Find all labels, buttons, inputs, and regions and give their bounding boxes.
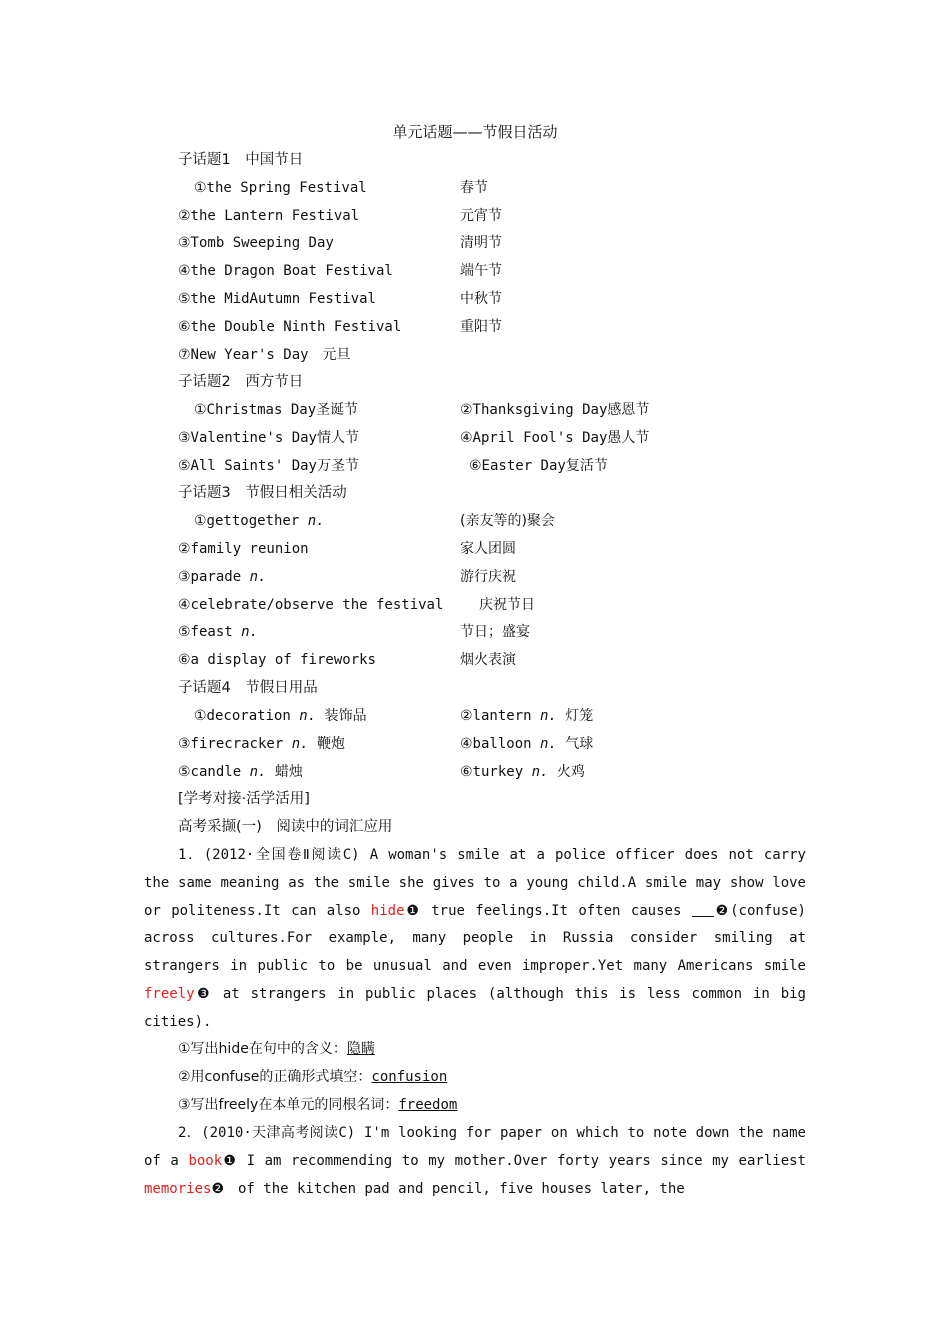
question-answer: 隐瞒: [346, 1041, 375, 1057]
section-heading: [学考对接·活学活用]: [178, 791, 310, 807]
sub4-pos: n.: [299, 708, 317, 724]
sub3-en: ③parade: [178, 569, 242, 585]
sub4-zh: 装饰品: [324, 708, 367, 724]
passage-2: [144, 1120, 806, 1203]
sub3-zh: 家人团圆: [460, 541, 516, 557]
subtopic-1-heading: 子话题1 中国节日: [178, 152, 304, 168]
question-3: [178, 1093, 457, 1117]
question-prompt: ③写出freely在本单元的同根名词：: [178, 1097, 399, 1113]
passage-text: 2．(2010·天津高考阅读C) I'm looking for paper on which to note down the name of a: [144, 1125, 806, 1169]
sub2-right: ⑥Easter Day复活节: [469, 458, 608, 474]
sub4-pos: n.: [540, 736, 557, 752]
question-2: [178, 1065, 447, 1089]
sub3-en: ①gettogether: [194, 513, 300, 529]
sub4-left: [194, 704, 367, 728]
sub3-zh: 游行庆祝: [460, 569, 516, 585]
sub1-item-en: ⑦New Year's Day 元旦: [178, 347, 351, 363]
sub1-item-zh: 重阳节: [460, 319, 502, 335]
sub3-pos: n.: [241, 624, 258, 640]
sub3-en: ⑥a display of fireworks: [178, 652, 376, 668]
subtopic-2-heading: 子话题2 西方节日: [178, 374, 304, 390]
sub2-left: ③Valentine's Day情人节: [178, 430, 359, 446]
answer-blank[interactable]: [692, 902, 714, 917]
sub4-zh: 鞭炮: [317, 736, 346, 752]
sub3-pos: n.: [249, 569, 267, 585]
sub4-right: [460, 704, 593, 728]
sub1-item-en: ⑥the Double Ninth Festival: [178, 319, 402, 335]
sub4-right: [460, 732, 593, 756]
sub1-item-en: ④the Dragon Boat Festival: [178, 263, 393, 279]
marker: ❷: [211, 1180, 224, 1197]
sub4-left: [178, 732, 345, 756]
sub2-right: ④April Fool's Day愚人节: [460, 430, 650, 446]
sub4-left: [178, 760, 303, 784]
sub4-zh: 火鸡: [556, 764, 585, 780]
sub4-pos: n.: [249, 764, 267, 780]
sub1-item-zh: 元宵节: [460, 208, 502, 224]
sub1-item-en: ③Tomb Sweeping Day: [178, 235, 334, 251]
sub3-pos: n.: [307, 513, 325, 529]
passage-text: 1．(2012·全国卷Ⅱ阅读C) A woman's smile at a police officer does not carry the same meaning as the smile she gives to a young child.A smile may show love or politeness.It can also: [144, 847, 806, 919]
sub2-left: ①Christmas Day圣诞节: [194, 402, 359, 418]
highlighted-word: book: [188, 1152, 223, 1169]
marker: ❶: [404, 902, 421, 919]
highlighted-word: hide: [370, 902, 405, 919]
marker: ❷: [713, 902, 731, 919]
sub2-left: ⑤All Saints' Day万圣节: [178, 458, 359, 474]
passage-text: I am recommending to my mother.Over forty years since my earliest: [237, 1152, 806, 1169]
sub4-pos: n.: [540, 708, 557, 724]
sub3-item: [194, 509, 325, 533]
sub3-item: [178, 565, 266, 589]
subtopic-3-heading: 子话题3 节假日相关活动: [178, 485, 347, 501]
sub4-right: [460, 760, 585, 784]
sub3-zh: 烟火表演: [460, 652, 516, 668]
sub3-item: [178, 620, 258, 644]
sub3-en: ④celebrate/observe the festival: [178, 597, 444, 613]
sub4-zh: 气球: [565, 736, 594, 752]
sub1-item-zh: 春节: [460, 180, 488, 196]
sub1-item-en: ⑤the MidAutumn Festival: [178, 291, 376, 307]
subtopic-4-heading: 子话题4 节假日用品: [178, 680, 318, 696]
sub4-en: ⑥turkey: [460, 764, 524, 780]
subsection-heading: 高考采撷(一) 阅读中的词汇应用: [178, 819, 393, 835]
passage-text: of the kitchen pad and pencil, five houses later, the: [224, 1180, 685, 1197]
question-1: [178, 1037, 375, 1061]
sub3-zh: (亲友等的)聚会: [460, 513, 555, 529]
sub3-en: ②family reunion: [178, 541, 309, 557]
marker: ❶: [222, 1152, 238, 1169]
sub4-pos: n.: [531, 764, 549, 780]
sub1-item-en: ①the Spring Festival: [194, 180, 367, 196]
question-prompt: ②用confuse的正确形式填空：: [178, 1069, 372, 1085]
sub4-zh: 灯笼: [565, 708, 594, 724]
sub3-en: ⑤feast: [178, 624, 233, 640]
highlighted-word: memories: [144, 1180, 212, 1197]
question-answer: confusion: [371, 1069, 448, 1085]
sub1-item-en: ②the Lantern Festival: [178, 208, 360, 224]
sub2-right: ②Thanksgiving Day感恩节: [460, 402, 650, 418]
sub1-item-zh: 清明节: [460, 235, 502, 251]
sub4-en: ①decoration: [194, 708, 291, 724]
sub4-en: ③firecracker: [178, 736, 284, 752]
passage-text: true feelings.It often causes: [420, 902, 692, 919]
page-title: 单元话题——节假日活动: [392, 123, 558, 141]
sub3-zh: 节日；盛宴: [460, 624, 530, 640]
sub4-pos: n.: [291, 736, 309, 752]
passage-1: [144, 842, 806, 1037]
sub4-en: ②lantern: [460, 708, 532, 724]
sub4-en: ④balloon: [460, 736, 532, 752]
question-answer: freedom: [398, 1097, 458, 1113]
sub1-item-zh: 端午节: [460, 263, 502, 279]
question-prompt: ①写出hide在句中的含义：: [178, 1041, 347, 1057]
marker: ❸: [194, 985, 213, 1002]
passage-text: (confuse) across cultures.For example, many people in Russia consider smiling at strangers in public to be unusual and even improper.Yet many Americans smile: [144, 902, 806, 975]
passage-text: at strangers in public places (although this is less common in big cities).: [144, 985, 806, 1030]
sub4-zh: 蜡烛: [274, 764, 303, 780]
sub1-item-zh: 中秋节: [460, 291, 502, 307]
sub4-en: ⑤candle: [178, 764, 242, 780]
sub3-zh: 庆祝节日: [479, 597, 535, 613]
highlighted-word: freely: [144, 985, 195, 1002]
